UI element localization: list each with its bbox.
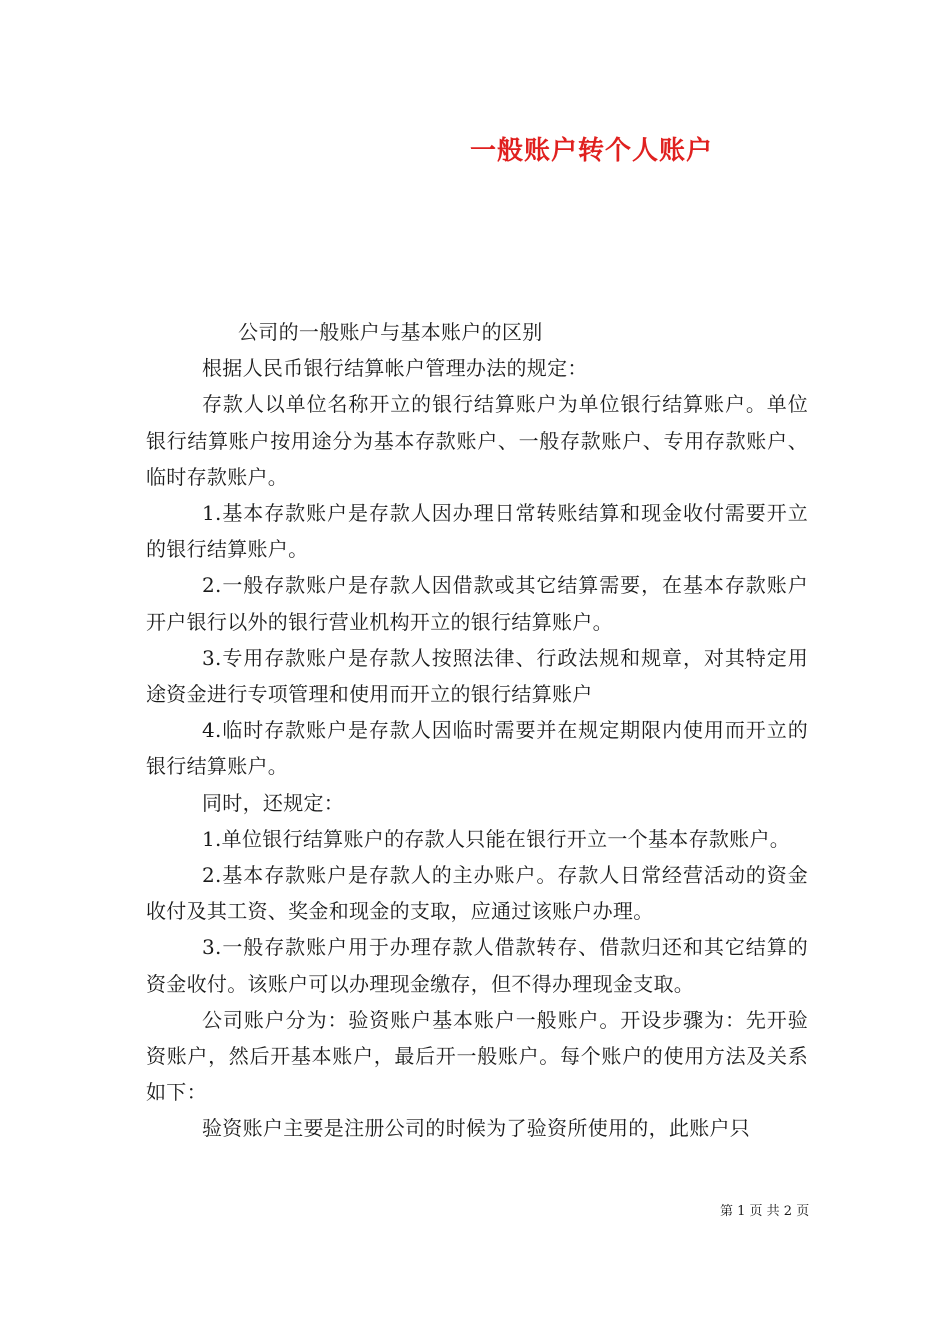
paragraph: 验资账户主要是注册公司的时候为了验资所使用的，此账户只 — [202, 1116, 751, 1141]
document-title: 一般账户转个人账户 — [470, 136, 714, 166]
document-body — [146, 314, 808, 1147]
paragraph: 2.一般存款账户是存款人因借款或其它结算需要，在基本存款账户开户银行以外的银行营业机构开立的银行结算账户。 — [146, 573, 808, 634]
section-heading: 公司的一般账户与基本账户的区别 — [238, 320, 543, 344]
paragraph: 根据人民币银行结算帐户管理办法的规定： — [202, 356, 588, 381]
paragraph: 1.基本存款账户是存款人因办理日常转账结算和现金收付需要开立的银行结算账户。 — [146, 501, 808, 562]
paragraph: 3.专用存款账户是存款人按照法律、行政法规和规章，对其特定用途资金进行专项管理和使用而开立的银行结算账户 — [146, 645, 808, 707]
paragraph: 3.一般存款账户用于办理存款人借款转存、借款归还和其它结算的资金收付。该账户可以办理现金缴存，但不得办理现金支取。 — [146, 935, 808, 996]
paragraph: 2.基本存款账户是存款人的主办账户。存款人日常经营活动的资金收付及其工资、奖金和现金的支取，应通过该账户办理。 — [146, 863, 808, 924]
paragraph: 存款人以单位名称开立的银行结算账户为单位银行结算账户。单位银行结算账户按用途分为基本存款账户、一般存款账户、专用存款账户、临时存款账户。 — [146, 392, 808, 489]
paragraph: 同时，还规定： — [202, 790, 345, 815]
paragraph: 4.临时存款账户是存款人因临时需要并在规定期限内使用而开立的银行结算账户。 — [146, 718, 808, 779]
paragraph: 1.单位银行结算账户的存款人只能在银行开立一个基本存款账户。 — [202, 826, 791, 851]
paragraph: 公司账户分为：验资账户基本账户一般账户。开设步骤为：先开验资账户，然后开基本账户，最后开一般账户。每个账户的使用方法及关系如下： — [146, 1007, 808, 1105]
page-footer: 第 1 页 共 2 页 — [720, 1204, 810, 1219]
